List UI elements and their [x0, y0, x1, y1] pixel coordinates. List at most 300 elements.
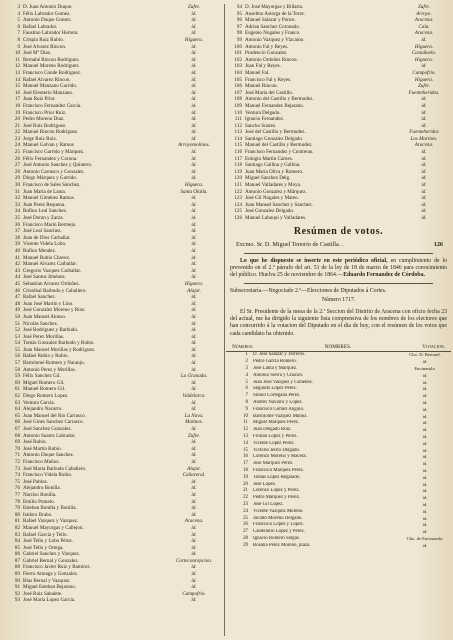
- elector-name: Manuel Fal.: [245, 69, 270, 76]
- elector-row: [2, 189, 223, 196]
- elector-number: 97: [236, 23, 242, 30]
- elector-row: [226, 202, 451, 209]
- vote-number: 19: [243, 474, 248, 480]
- elector-town: Santa Olalla.: [180, 188, 208, 195]
- elector-number: 9: [17, 43, 20, 50]
- elector-row: [2, 479, 223, 486]
- elector-name: José María Barbudo Caballero.: [23, 465, 87, 472]
- elector-town: id.: [191, 228, 197, 235]
- elector-town: Zufre.: [417, 4, 431, 10]
- voter-name: Francisco Márquez Perez.: [253, 467, 304, 473]
- elector-number: 116: [234, 149, 242, 156]
- elector-number: 57: [14, 360, 20, 367]
- elector-name: Juan Perez Requena.: [23, 201, 66, 208]
- elector-number: 91: [14, 584, 20, 591]
- elector-town: Matines.: [185, 419, 203, 426]
- elector-number: 123: [234, 195, 242, 202]
- elector-town: id.: [421, 175, 427, 182]
- elector-name: Prudencio Gonzalez.: [245, 50, 288, 57]
- elector-town: id.: [191, 531, 197, 538]
- elector-town: id.: [421, 122, 427, 129]
- elector-number: 106: [234, 83, 242, 90]
- elector-row: [226, 70, 451, 77]
- elector-name: Blas Bernal y Vazquez.: [23, 577, 71, 584]
- elector-town: id.: [421, 149, 427, 156]
- voter-name: Vicente Vazquez Moreno.: [253, 508, 304, 514]
- president-notice: El Sr. Presidente de la mesa de la 2.ª Seccion del Distrito de Aracena con oficio fecha 23 del actual, me ha dirigido la siguiente lista comprensiva de los nombres de los electores que han concurrido á la votacion del Diputado en el dia de hoy, con el resúmen de los votos que cada candidato ha obtenido.: [230, 308, 447, 337]
- elector-town: id.: [191, 353, 197, 360]
- elector-town: id.: [191, 346, 197, 353]
- elector-town: Arroyo.: [416, 10, 432, 17]
- elector-row: [2, 380, 223, 387]
- voter-vote: id.: [422, 393, 428, 399]
- vote-row: [226, 522, 451, 529]
- elector-number: 105: [234, 76, 242, 83]
- elector-row: [2, 149, 223, 156]
- elector-town: Fuenteheridos.: [408, 89, 440, 96]
- elector-name: José Gil Nogales y Mateo.: [245, 195, 299, 202]
- elector-row: [226, 17, 451, 24]
- voter-vote: id.: [422, 399, 428, 405]
- elector-row: [2, 406, 223, 413]
- elector-row: [2, 591, 223, 598]
- vote-number: 15: [243, 447, 248, 453]
- elector-number: 121: [234, 182, 242, 189]
- vote-row: [226, 427, 451, 434]
- vote-number: 29: [243, 542, 248, 548]
- elector-name: Santiago Gonzalez Delgado.: [245, 135, 304, 142]
- elector-name: Antonio Gonzalez y Márquez.: [245, 188, 307, 195]
- vote-number: 8: [245, 399, 248, 405]
- vote-number: 27: [243, 529, 248, 535]
- elector-number: 46: [14, 287, 20, 294]
- elector-name: Francisco Fernandez y Contreras.: [245, 149, 314, 156]
- elector-town: id.: [191, 241, 197, 248]
- elector-number: 11: [15, 56, 20, 63]
- voter-vote: id.: [422, 447, 428, 453]
- elector-name: Anselmo Astorga de la Torre.: [245, 10, 305, 17]
- elector-name: José Gonzalez Delgado.: [245, 208, 295, 215]
- elector-number: 30: [14, 182, 20, 189]
- elector-name: José Gines Sanchez Carrasco.: [23, 419, 84, 426]
- elector-name: Emilio Pomelo.: [23, 498, 55, 505]
- elector-name: Juan Manuel Alonso.: [23, 313, 67, 320]
- elector-name: Antonio Duque Gomez.: [23, 17, 72, 24]
- elector-town: id.: [191, 307, 197, 314]
- elector-number: 12: [14, 63, 20, 70]
- elector-number: 109: [234, 102, 242, 109]
- header-votacion: Votacion.: [422, 343, 445, 350]
- elector-row: [2, 274, 223, 281]
- voter-vote: id.: [422, 488, 428, 494]
- elector-town: id.: [191, 340, 197, 347]
- elector-town: id.: [191, 538, 197, 545]
- voter-vote: Cho. D. Bertond.: [409, 352, 441, 358]
- elector-name: Narciso Bonilla.: [23, 491, 57, 498]
- vote-row: [226, 516, 451, 523]
- elector-row: [2, 50, 223, 57]
- elector-name: Francisco Javier Ruiz y Ramirez.: [23, 564, 91, 571]
- voter-name: Bartolomé Vazquez Muñoz.: [253, 413, 308, 419]
- elector-number: 100: [234, 43, 242, 50]
- elector-row: [2, 578, 223, 585]
- vote-number: 9: [245, 406, 248, 412]
- elector-name: Bartolomé Romero y Naranjo.: [23, 360, 85, 367]
- elector-row: [2, 288, 223, 295]
- elector-town: id.: [191, 445, 197, 452]
- elector-name: Manuel Moreno Rodriguez.: [23, 63, 80, 70]
- elector-name: Isidoro Brabo.: [23, 511, 53, 518]
- elector-number: 83: [14, 531, 20, 538]
- elector-number: 40: [14, 247, 20, 254]
- elector-number: 36: [14, 221, 20, 228]
- voter-name: Rosalia Perez Moreno, plaza.: [253, 542, 311, 548]
- elector-name: Manuel Lahoqui y Valladares.: [245, 215, 307, 221]
- vote-number: 3: [245, 365, 248, 371]
- elector-number: 79: [14, 505, 20, 512]
- elector-list-continued: [226, 4, 451, 222]
- elector-number: 78: [14, 498, 20, 505]
- voter-vote: Cho. de Encinasola.: [406, 535, 444, 541]
- elector-name: Manuel Rubio Chavez.: [23, 254, 71, 261]
- elector-row: [2, 597, 223, 604]
- elector-number: 23: [14, 135, 20, 142]
- elector-town: id.: [191, 102, 197, 109]
- elector-number: 53: [14, 333, 20, 340]
- publication-notice: [226, 258, 451, 280]
- elector-number: 99: [236, 36, 242, 43]
- column-divider: [224, 4, 225, 636]
- elector-town: id.: [191, 96, 197, 103]
- header-nombres: NOMBRES.: [324, 343, 352, 350]
- elector-row: [2, 472, 223, 479]
- elector-number: 15: [14, 83, 20, 90]
- elector-row: [2, 459, 223, 466]
- elector-town: id.: [421, 109, 427, 116]
- elector-number: 37: [14, 228, 20, 235]
- elector-name: Nicolás Sanchez.: [23, 320, 59, 327]
- elector-name: José Rodriguez y Barbudo.: [23, 327, 79, 334]
- elector-town: id.: [421, 168, 427, 175]
- voter-name: Pedro Márquez y Perez.: [253, 495, 300, 501]
- vote-number: 16: [243, 454, 248, 460]
- elector-row: [2, 373, 223, 380]
- elector-row: [2, 162, 223, 169]
- notice-signature: Eduardo Fernandez de Córdoba.: [343, 272, 425, 279]
- elector-name: Antonio Carrasco y Gonzalez.: [23, 168, 85, 175]
- voter-name: José Gil Lopez.: [253, 501, 284, 507]
- candidate-total-line: [226, 241, 451, 249]
- elector-name: Félix Sanchez Gil.: [23, 373, 61, 380]
- elector-row: [2, 110, 223, 117]
- voter-vote: id.: [422, 420, 428, 426]
- elector-row: [2, 294, 223, 301]
- elector-number: 29: [14, 175, 20, 182]
- elector-name: Sebastian Alvarez Ordoñez.: [23, 280, 80, 287]
- vote-row: [226, 495, 451, 502]
- elector-name: Antonio Perez y Morillas.: [23, 366, 76, 373]
- vote-number: 7: [245, 393, 248, 399]
- elector-town: Valdelarco.: [182, 393, 206, 400]
- elector-number: 71: [14, 452, 20, 459]
- elector-town: id.: [191, 320, 197, 327]
- vote-table-header: [226, 344, 451, 353]
- vote-row: [226, 420, 451, 427]
- elector-row: [2, 327, 223, 334]
- elector-row: [2, 518, 223, 525]
- elector-row: [2, 116, 223, 123]
- elector-town: id.: [191, 458, 197, 465]
- elector-town: id.: [191, 505, 197, 512]
- elector-row: [2, 169, 223, 176]
- vote-number: 14: [243, 440, 248, 446]
- elector-name: Francisco Marin Bermejo.: [23, 221, 77, 228]
- elector-row: [2, 466, 223, 473]
- elector-number: 14: [14, 76, 20, 83]
- elector-row: [2, 83, 223, 90]
- elector-town: Arroyomolinos.: [178, 142, 210, 149]
- elector-row: [2, 314, 223, 321]
- elector-town: id.: [421, 155, 427, 162]
- elector-town: id.: [191, 399, 197, 406]
- elector-number: 7: [17, 30, 20, 37]
- elector-row: [2, 136, 223, 143]
- elector-town: id.: [191, 439, 197, 446]
- elector-town: id.: [191, 426, 197, 432]
- elector-town: Alajar.: [187, 465, 201, 472]
- vote-row: [226, 441, 451, 448]
- elector-row: [2, 452, 223, 459]
- elector-name: Juan María de Lama.: [23, 188, 66, 195]
- elector-number: 42: [14, 261, 20, 268]
- vote-row: [226, 502, 451, 509]
- vote-number: 24: [243, 508, 248, 514]
- elector-town: id.: [191, 109, 197, 116]
- elector-name: Juan Manuel Sanchez y Sanchez.: [245, 201, 313, 208]
- elector-name: José del Castillo y Bermudez.: [245, 129, 306, 136]
- elector-row: [2, 571, 223, 578]
- elector-row: [2, 103, 223, 110]
- elector-number: 47: [14, 294, 20, 301]
- elector-name: D. José Mayorgas y Billarta.: [245, 4, 304, 10]
- elector-number: 68: [14, 432, 20, 439]
- elector-town: id.: [191, 43, 197, 50]
- elector-number: 3: [17, 4, 20, 10]
- elector-number: 31: [14, 188, 20, 195]
- voter-name: D. José Salazar y Terreros.: [253, 352, 306, 358]
- elector-town: id.: [421, 116, 427, 123]
- elector-town: id.: [191, 30, 197, 37]
- vote-row: [226, 454, 451, 461]
- elector-number: 41: [14, 254, 20, 261]
- elector-number: 18: [14, 102, 20, 109]
- elector-town: id.: [191, 366, 197, 373]
- voter-name: Lorenzo Moreno y Macera.: [253, 454, 307, 460]
- elector-town: id.: [421, 201, 427, 208]
- elector-town: id.: [421, 208, 427, 215]
- elector-name: Francisco de Sales Sanchez.: [23, 182, 81, 189]
- voter-vote: id.: [422, 359, 428, 365]
- elector-number: 101: [234, 50, 242, 57]
- elector-number: 114: [234, 135, 242, 142]
- elector-town: id.: [191, 69, 197, 76]
- elector-number: 108: [234, 96, 242, 103]
- elector-name: D. Juan Antonio Duque.: [23, 4, 73, 10]
- elector-name: Ignacio Fernandez.: [245, 116, 285, 123]
- elector-town: id.: [191, 584, 197, 591]
- elector-town: Castañuelo.: [411, 50, 437, 57]
- voter-vote: id.: [422, 481, 428, 487]
- vote-row: [226, 543, 451, 550]
- voter-name: Miguel Márquez Pérez.: [253, 420, 300, 426]
- voter-name: Pedro García Romero.: [253, 359, 297, 365]
- elector-number: 124: [234, 201, 242, 208]
- elector-name: Juan de Dios Carballar.: [23, 234, 71, 241]
- elector-name: Rafael García y Tello.: [23, 531, 68, 538]
- voter-vote: id.: [422, 440, 428, 446]
- elector-town: id.: [191, 313, 197, 320]
- elector-name: Gregorio Vazquez Carballar.: [23, 267, 82, 274]
- elector-number: 94: [236, 4, 242, 10]
- vote-table: [226, 352, 451, 549]
- voter-vote: Encinasola.: [414, 365, 436, 371]
- elector-name: Bernabé Rincon Rodriguez.: [23, 56, 80, 63]
- elector-town: id.: [421, 162, 427, 169]
- elector-row: [2, 433, 223, 440]
- elector-number: 17: [14, 96, 20, 103]
- elector-number: 92: [14, 590, 20, 597]
- elector-number: 34: [14, 208, 20, 215]
- elector-name: Alejandro Navarro.: [23, 406, 63, 413]
- elector-town: Zufre.: [187, 4, 201, 10]
- elector-row: [2, 175, 223, 182]
- elector-town: id.: [421, 102, 427, 109]
- elector-town: id.: [421, 215, 427, 221]
- elector-row: [2, 367, 223, 374]
- elector-number: 126: [234, 215, 242, 221]
- elector-name: Félix Fernandez y Corona.: [23, 155, 78, 162]
- elector-name: Francisco Videla Rubio.: [23, 472, 73, 479]
- elector-town: id.: [421, 195, 427, 202]
- elector-number: 98: [236, 30, 242, 37]
- elector-town: Cala.: [418, 23, 430, 30]
- elector-town: id.: [191, 577, 197, 584]
- elector-town: id.: [191, 571, 197, 578]
- elector-number: 74: [14, 472, 20, 479]
- elector-row: [2, 360, 223, 367]
- elector-town: id.: [191, 215, 197, 221]
- elector-number: 112: [234, 122, 242, 129]
- voter-name: Jacinto Moreno Delgado.: [253, 515, 303, 521]
- elector-town: id.: [191, 162, 197, 169]
- elector-number: 90: [14, 577, 20, 584]
- elector-town: id.: [191, 10, 197, 17]
- elector-row: [2, 261, 223, 268]
- vote-row: [226, 482, 451, 489]
- elector-row: [2, 96, 223, 103]
- vote-number: 13: [243, 433, 248, 439]
- elector-name: Antonio del Castillo y Bermudez.: [245, 96, 314, 103]
- elector-number: 118: [234, 162, 242, 169]
- elector-name: José Leal Sanchez.: [23, 228, 62, 235]
- voter-vote: id.: [422, 386, 428, 392]
- elector-row: [2, 505, 223, 512]
- voter-name: José Lopez.: [253, 481, 277, 487]
- elector-name: Jorge Ruiz Ruiz.: [23, 135, 58, 142]
- elector-number: 93: [14, 597, 20, 604]
- elector-row: [2, 386, 223, 393]
- elector-name: Manuel Giménez Ramos.: [23, 195, 75, 202]
- elector-town: id.: [421, 96, 427, 103]
- elector-number: 58: [14, 366, 20, 373]
- vote-number: 26: [243, 522, 248, 528]
- notice-body: en cumplimiento de lo prevenido en el 2.º párrafo del art. 51 de la ley de 18 de marzo de 1846 para conocimiento del público. Huelva 25 de noviembre de 1864.—: [230, 257, 448, 279]
- elector-row: [2, 321, 223, 328]
- elector-town: id.: [421, 36, 427, 43]
- elector-name: José María Lopez García.: [23, 597, 76, 604]
- elector-town: id.: [191, 261, 197, 268]
- elector-row: [2, 545, 223, 552]
- elector-name: José Perez Morillas.: [23, 333, 65, 340]
- elector-row: [226, 44, 451, 51]
- elector-row: [2, 129, 223, 136]
- elector-number: 56: [14, 353, 20, 360]
- elector-town: id.: [191, 247, 197, 254]
- elector-number: 28: [14, 168, 20, 175]
- elector-name: Manuel del Castillo y Bermudez.: [245, 142, 313, 149]
- elector-row: [226, 50, 451, 57]
- elector-number: 32: [14, 195, 20, 202]
- elector-name: Manuel Galvan y Ramos: [23, 142, 74, 149]
- elector-town: id.: [191, 168, 197, 175]
- voter-name: Segundo Lopez Pérez.: [253, 386, 297, 392]
- elector-name: José Tello y Lobo Pérez.: [23, 538, 74, 545]
- elector-row: [2, 419, 223, 426]
- vote-row: [226, 468, 451, 475]
- elector-town: id.: [191, 524, 197, 531]
- elector-number: 103: [234, 63, 242, 70]
- elector-town: id.: [191, 452, 197, 459]
- elector-number: 65: [14, 412, 20, 419]
- elector-town: id.: [191, 274, 197, 281]
- elector-number: 77: [14, 491, 20, 498]
- elector-name: Sancho Suarez.: [245, 122, 277, 129]
- elector-town: id.: [191, 195, 197, 202]
- elector-row: [226, 195, 451, 202]
- elector-town: id.: [191, 406, 197, 413]
- elector-row: [226, 77, 451, 84]
- elector-number: 13: [14, 69, 20, 76]
- elector-town: Higuera.: [184, 36, 204, 43]
- elector-row: [226, 136, 451, 143]
- elector-number: 4: [17, 10, 20, 17]
- elector-name: Santiago Gallina y Gallina.: [245, 162, 301, 169]
- elector-number: 35: [14, 215, 20, 221]
- vote-number: 22: [243, 495, 248, 501]
- elector-town: id.: [191, 83, 197, 90]
- vote-number: 2: [245, 359, 248, 365]
- elector-name: Miguel Esteban Bejarano.: [23, 584, 77, 591]
- elector-number: 113: [234, 129, 242, 136]
- section-rule: [244, 283, 433, 284]
- elector-town: Higuera.: [184, 182, 204, 189]
- voter-vote: id.: [422, 461, 428, 467]
- elector-row: [2, 439, 223, 446]
- elector-row: [2, 90, 223, 97]
- elector-town: Higuera.: [184, 280, 204, 287]
- elector-row: [2, 485, 223, 492]
- elector-number: 72: [14, 458, 20, 465]
